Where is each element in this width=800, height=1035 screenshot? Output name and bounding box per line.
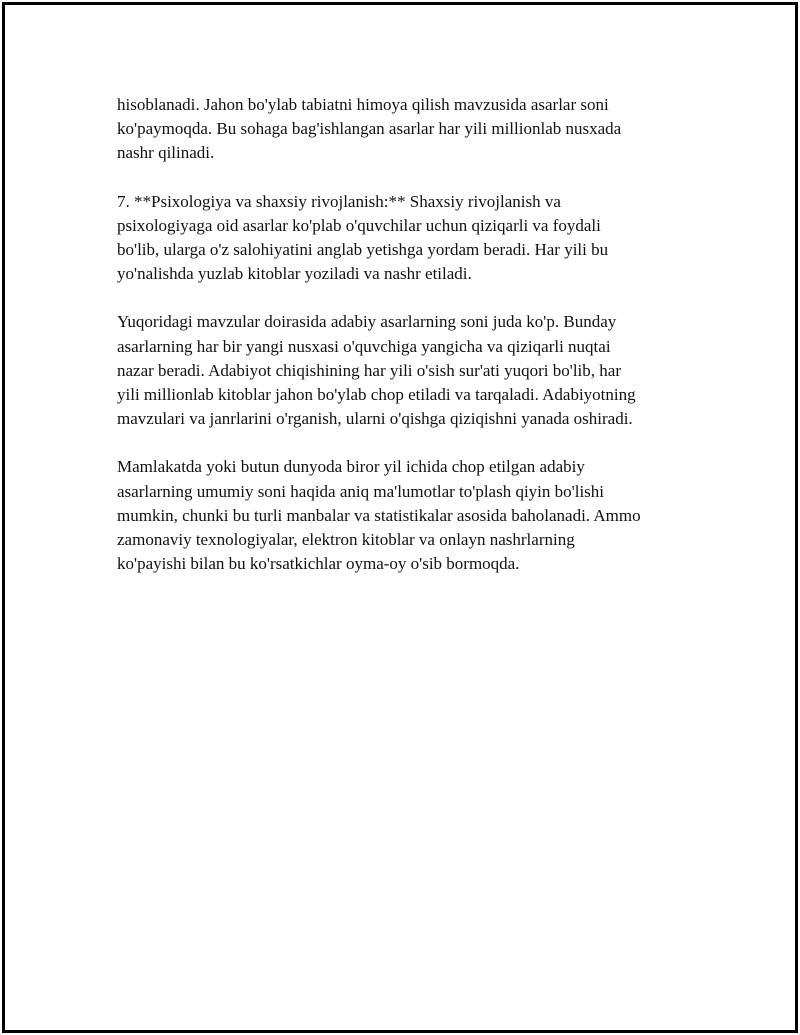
text-line: yo'nalishda yuzlab kitoblar yoziladi va nashr etiladi. <box>117 264 472 284</box>
document-body <box>117 93 707 600</box>
text-line: nashr qilinadi. <box>117 143 215 163</box>
text-line: asarlarning har bir yangi nusxasi o'quvchiga yangicha va qiziqarli nuqtai <box>117 336 611 356</box>
paragraph-4 <box>117 455 707 576</box>
text-line: hisoblanadi. Jahon bo'ylab tabiatni himoya qilish mavzusida asarlar soni <box>117 95 609 114</box>
text-line: mumkin, chunki bu turli manbalar va statistikalar asosida baholanadi. Ammo <box>117 505 641 525</box>
text-line: Mamlakatda yoki butun dunyoda biror yil ichida chop etilgan adabiy <box>117 457 585 477</box>
text-line: asarlarning umumiy soni haqida aniq ma'lumotlar to'plash qiyin bo'lishi <box>117 481 605 501</box>
text-line: nazar beradi. Adabiyot chiqishining har yili o'sish sur'ati yuqori bo'lib, har <box>117 360 621 380</box>
paragraph-2 <box>117 190 707 287</box>
text-line: 7. **Psixologiya va shaxsiy rivojlanish:** Shaxsiy rivojlanish va <box>117 191 561 211</box>
paragraph-1 <box>117 93 707 166</box>
text-line: bo'lib, ularga o'z salohiyatini anglab yetishga yordam beradi. Har yili bu <box>117 240 609 260</box>
text-line: zamonaviy texnologiyalar, elektron kitoblar va onlayn nashrlarning <box>117 530 575 550</box>
text-line: mavzulari va janrlarini o'rganish, ularni o'qishga qiziqishni yanada oshiradi. <box>117 409 633 429</box>
paragraph-3 <box>117 310 707 431</box>
text-line: Yuqoridagi mavzular doirasida adabiy asarlarning soni juda ko'p. Bunday <box>117 312 617 332</box>
text-line: psixologiyaga oid asarlar ko'plab o'quvchilar uchun qiziqarli va foydali <box>117 215 601 235</box>
text-line: ko'paymoqda. Bu sohaga bag'ishlangan asarlar har yili millionlab nusxada <box>117 119 622 139</box>
text-line: yili millionlab kitoblar jahon bo'ylab chop etiladi va tarqaladi. Adabiyotning <box>117 385 636 405</box>
text-line: ko'payishi bilan bu ko'rsatkichlar oyma-oy o'sib bormoqda. <box>117 554 520 574</box>
